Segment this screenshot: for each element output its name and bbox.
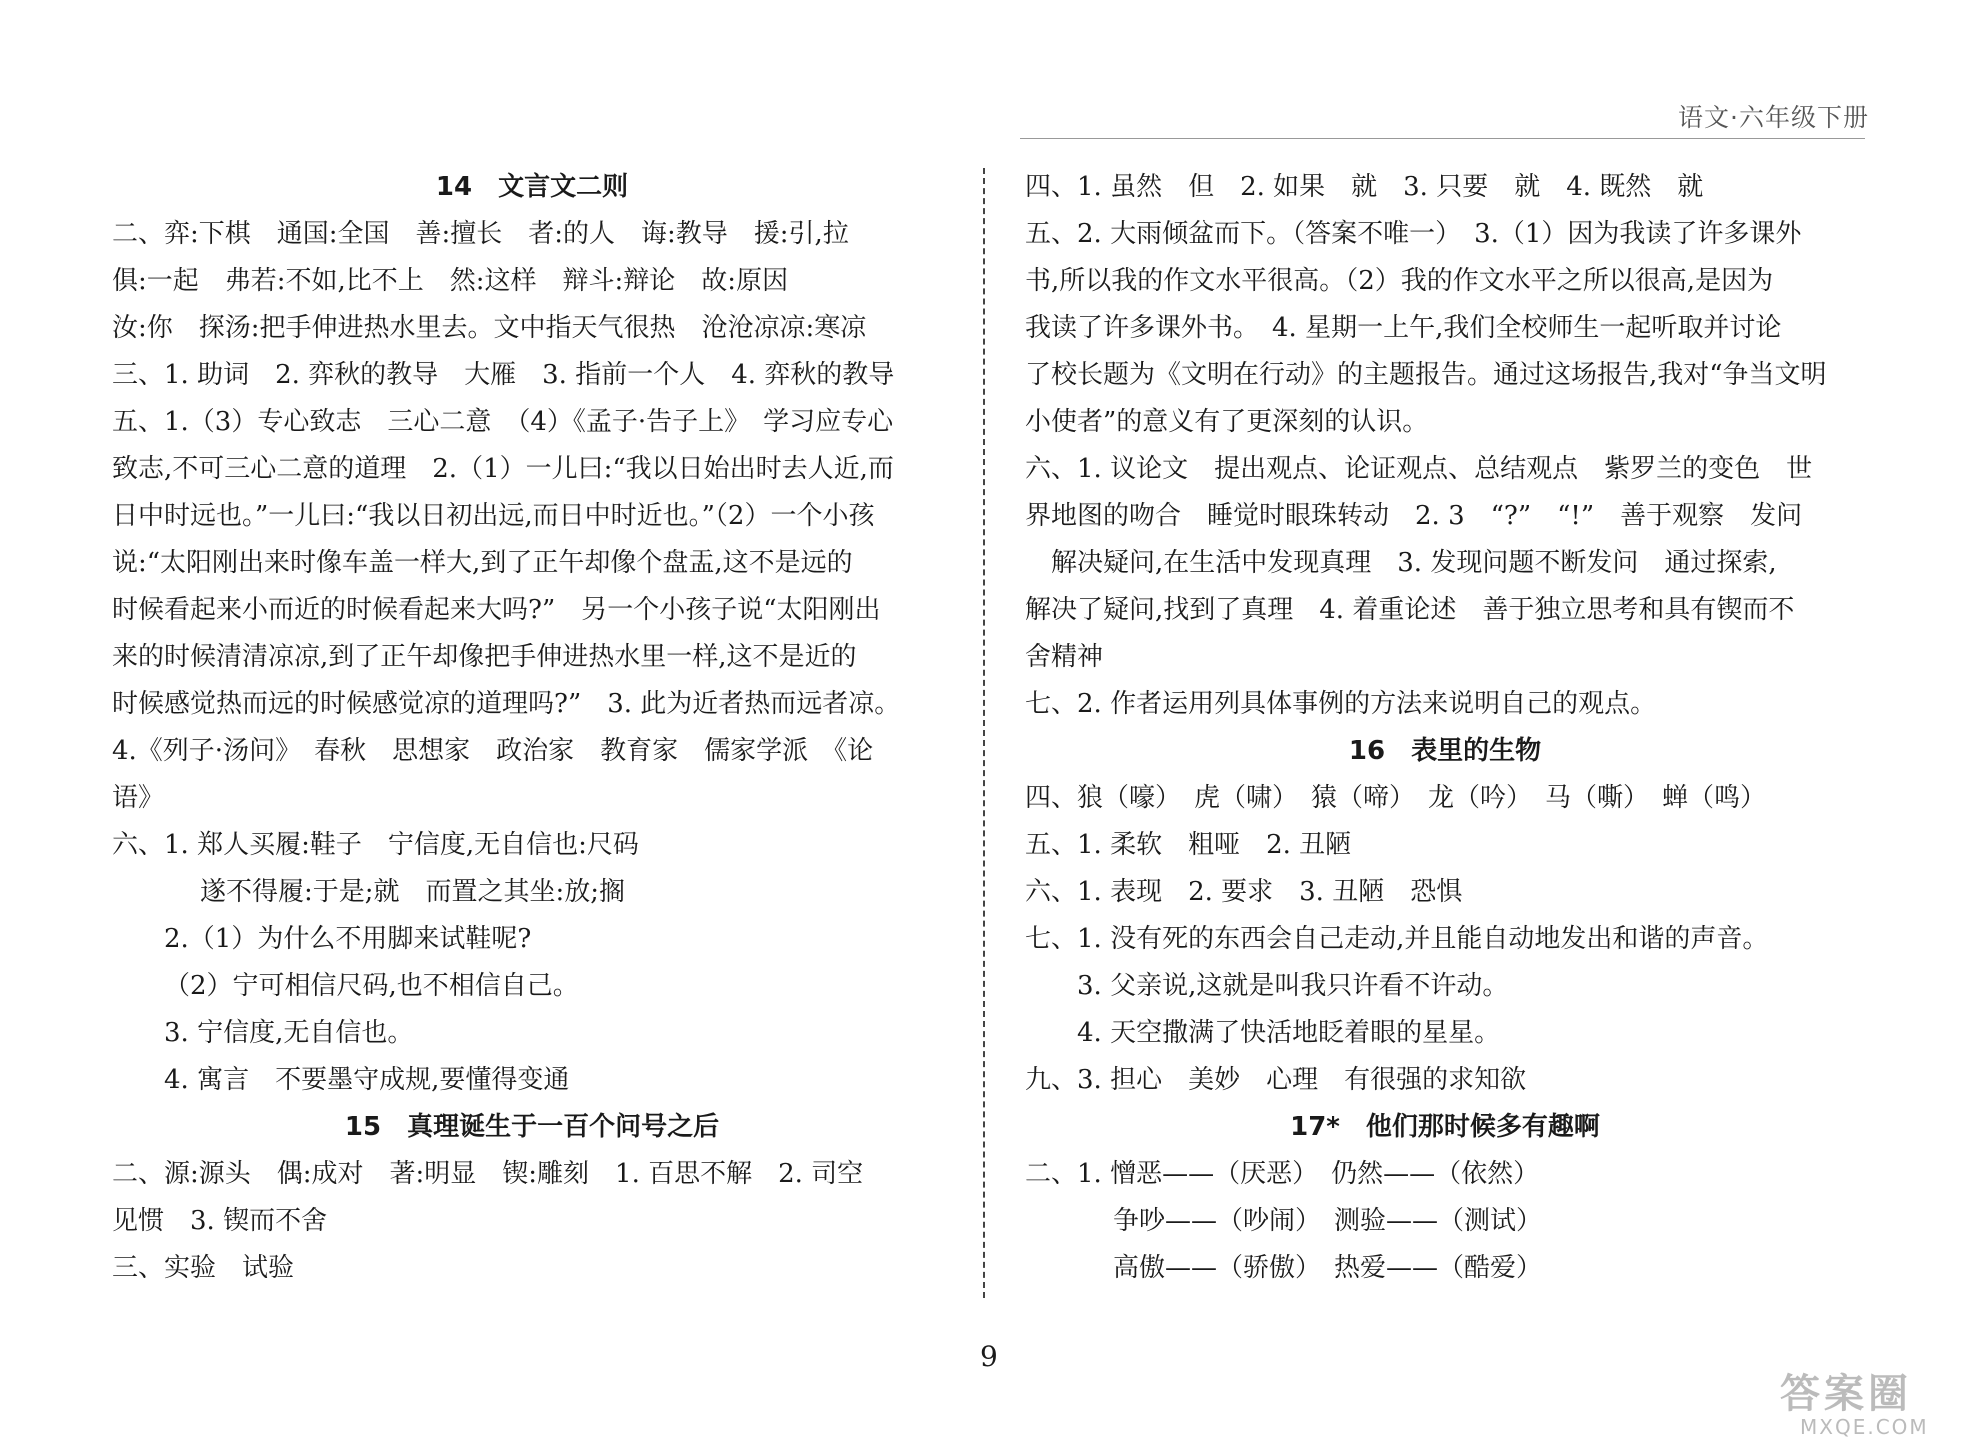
answer-line: 解决疑问,在生活中发现真理 3. 发现问题不断发问 通过探索, [1025, 548, 1777, 578]
answer-line: 三、实验 试验 [112, 1253, 295, 1283]
column-divider [983, 168, 985, 1298]
answer-line: 争吵——（吵闹） 测验——（测试） [1113, 1206, 1543, 1236]
section-heading: 14 文言文二则 [435, 172, 629, 202]
answer-line: 解决了疑问,找到了真理 4. 着重论述 善于独立思考和具有锲而不 [1025, 595, 1795, 625]
watermark-site: MXQE.COM [1800, 1415, 1929, 1439]
page-number: 9 [980, 1340, 998, 1373]
watermark-text: 答案圈 [1780, 1371, 1912, 1417]
answer-line: 二、弈:下棋 通国:全国 善:擅长 者:的人 诲:教导 援:引,拉 [112, 219, 849, 249]
answer-line: 七、1. 没有死的东西会自己走动,并且能自动地发出和谐的声音。 [1025, 924, 1769, 954]
answer-line: 五、1. 柔软 粗哑 2. 丑陋 [1025, 830, 1352, 860]
answer-line: 了校长题为《文明在行动》的主题报告。通过这场报告,我对“争当文明 [1025, 360, 1827, 390]
book-title-header: 语文·六年级下册 [1678, 103, 1869, 132]
answer-line: 二、源:源头 偶:成对 著:明显 锲:雕刻 1. 百思不解 2. 司空 [112, 1159, 864, 1189]
section-heading: 15 真理诞生于一百个问号之后 [344, 1112, 720, 1142]
answer-line: 六、1. 郑人买履:鞋子 宁信度,无自信也:尺码 [112, 830, 639, 860]
answer-line: 舍精神 [1025, 642, 1104, 672]
answer-line: 俱:一起 弗若:不如,比不上 然:这样 辩斗:辩论 故:原因 [112, 266, 789, 296]
answer-line: 四、狼（嚎） 虎（啸） 猿（啼） 龙（吟） 马（嘶） 蝉（鸣） [1025, 783, 1767, 813]
answer-line: 来的时候清清凉凉,到了正午却像把手伸进热水里一样,这不是近的 [112, 642, 857, 672]
answer-line: 五、1.（3）专心致志 三心二意 （4）《孟子·告子上》 学习应专心 [112, 407, 894, 437]
answer-line: 4. 天空撒满了快活地眨着眼的星星。 [1077, 1018, 1501, 1048]
answer-line: （2）宁可相信尺码,也不相信自己。 [164, 971, 579, 1001]
answer-line: 3. 父亲说,这就是叫我只许看不许动。 [1077, 971, 1509, 1001]
answer-line: 2.（1）为什么不用脚来试鞋呢? [164, 924, 532, 954]
section-heading: 16 表里的生物 [1348, 736, 1542, 766]
answer-line: 小使者”的意义有了更深刻的认识。 [1025, 407, 1429, 437]
answer-line: 六、1. 表现 2. 要求 3. 丑陋 恐惧 [1025, 877, 1463, 907]
answer-line: 4. 寓言 不要墨守成规,要懂得变通 [164, 1065, 570, 1095]
left-column [112, 164, 952, 1292]
answer-line: 我读了许多课外书。 4. 星期一上午,我们全校师生一起听取并讨论 [1025, 313, 1782, 343]
answer-line: 五、2. 大雨倾盆而下。（答案不唯一） 3.（1）因为我读了许多课外 [1025, 219, 1802, 249]
answer-line: 致志,不可三心二意的道理 2.（1）一儿曰:“我以日始出时去人近,而 [112, 454, 894, 484]
answer-line: 时候感觉热而远的时候感觉凉的道理吗?” 3. 此为近者热而远者凉。 [112, 689, 901, 719]
answer-line: 四、1. 虽然 但 2. 如果 就 3. 只要 就 4. 既然 就 [1025, 172, 1704, 202]
answer-line: 3. 宁信度,无自信也。 [164, 1018, 414, 1048]
answer-line: 汝:你 探汤:把手伸进热水里去。文中指天气很热 沧沧凉凉:寒凉 [112, 313, 867, 343]
answer-line: 九、3. 担心 美妙 心理 有很强的求知欲 [1025, 1065, 1527, 1095]
answer-line: 说:“太阳刚出来时像车盖一样大,到了正午却像个盘盂,这不是远的 [112, 548, 853, 578]
answer-line: 日中时远也。”一儿曰:“我以日初出远,而日中时近也。”（2）一个小孩 [112, 501, 875, 531]
section-heading: 17* 他们那时候多有趣啊 [1290, 1112, 1600, 1142]
answer-line: 二、1. 憎恶——（厌恶） 仍然——（依然） [1025, 1159, 1540, 1189]
answer-line: 六、1. 议论文 提出观点、论证观点、总结观点 紫罗兰的变色 世 [1025, 454, 1813, 484]
answer-line: 七、2. 作者运用列具体事例的方法来说明自己的观点。 [1025, 689, 1657, 719]
answer-line: 界地图的吻合 睡觉时眼珠转动 2. 3 “?” “!” 善于观察 发问 [1025, 501, 1803, 531]
answer-line: 书,所以我的作文水平很高。（2）我的作文水平之所以很高,是因为 [1025, 266, 1774, 296]
answer-line: 遂不得履:于是;就 而置之其坐:放;搁 [200, 877, 626, 907]
right-column [1025, 164, 1865, 1292]
answer-line: 三、1. 助词 2. 弈秋的教导 大雁 3. 指前一个人 4. 弈秋的教导 [112, 360, 895, 390]
answer-line: 高傲——（骄傲） 热爱——（酷爱） [1113, 1253, 1543, 1283]
answer-line: 语》 [112, 783, 165, 813]
header-rule [1020, 138, 1865, 139]
answer-line: 时候看起来小而近的时候看起来大吗?” 另一个小孩子说“太阳刚出 [112, 595, 881, 625]
answer-line: 见惯 3. 锲而不舍 [112, 1206, 328, 1236]
watermark-logo [1780, 1362, 1970, 1439]
answer-line: 4.《列子·汤问》 春秋 思想家 政治家 教育家 儒家学派 《论 [112, 736, 874, 766]
